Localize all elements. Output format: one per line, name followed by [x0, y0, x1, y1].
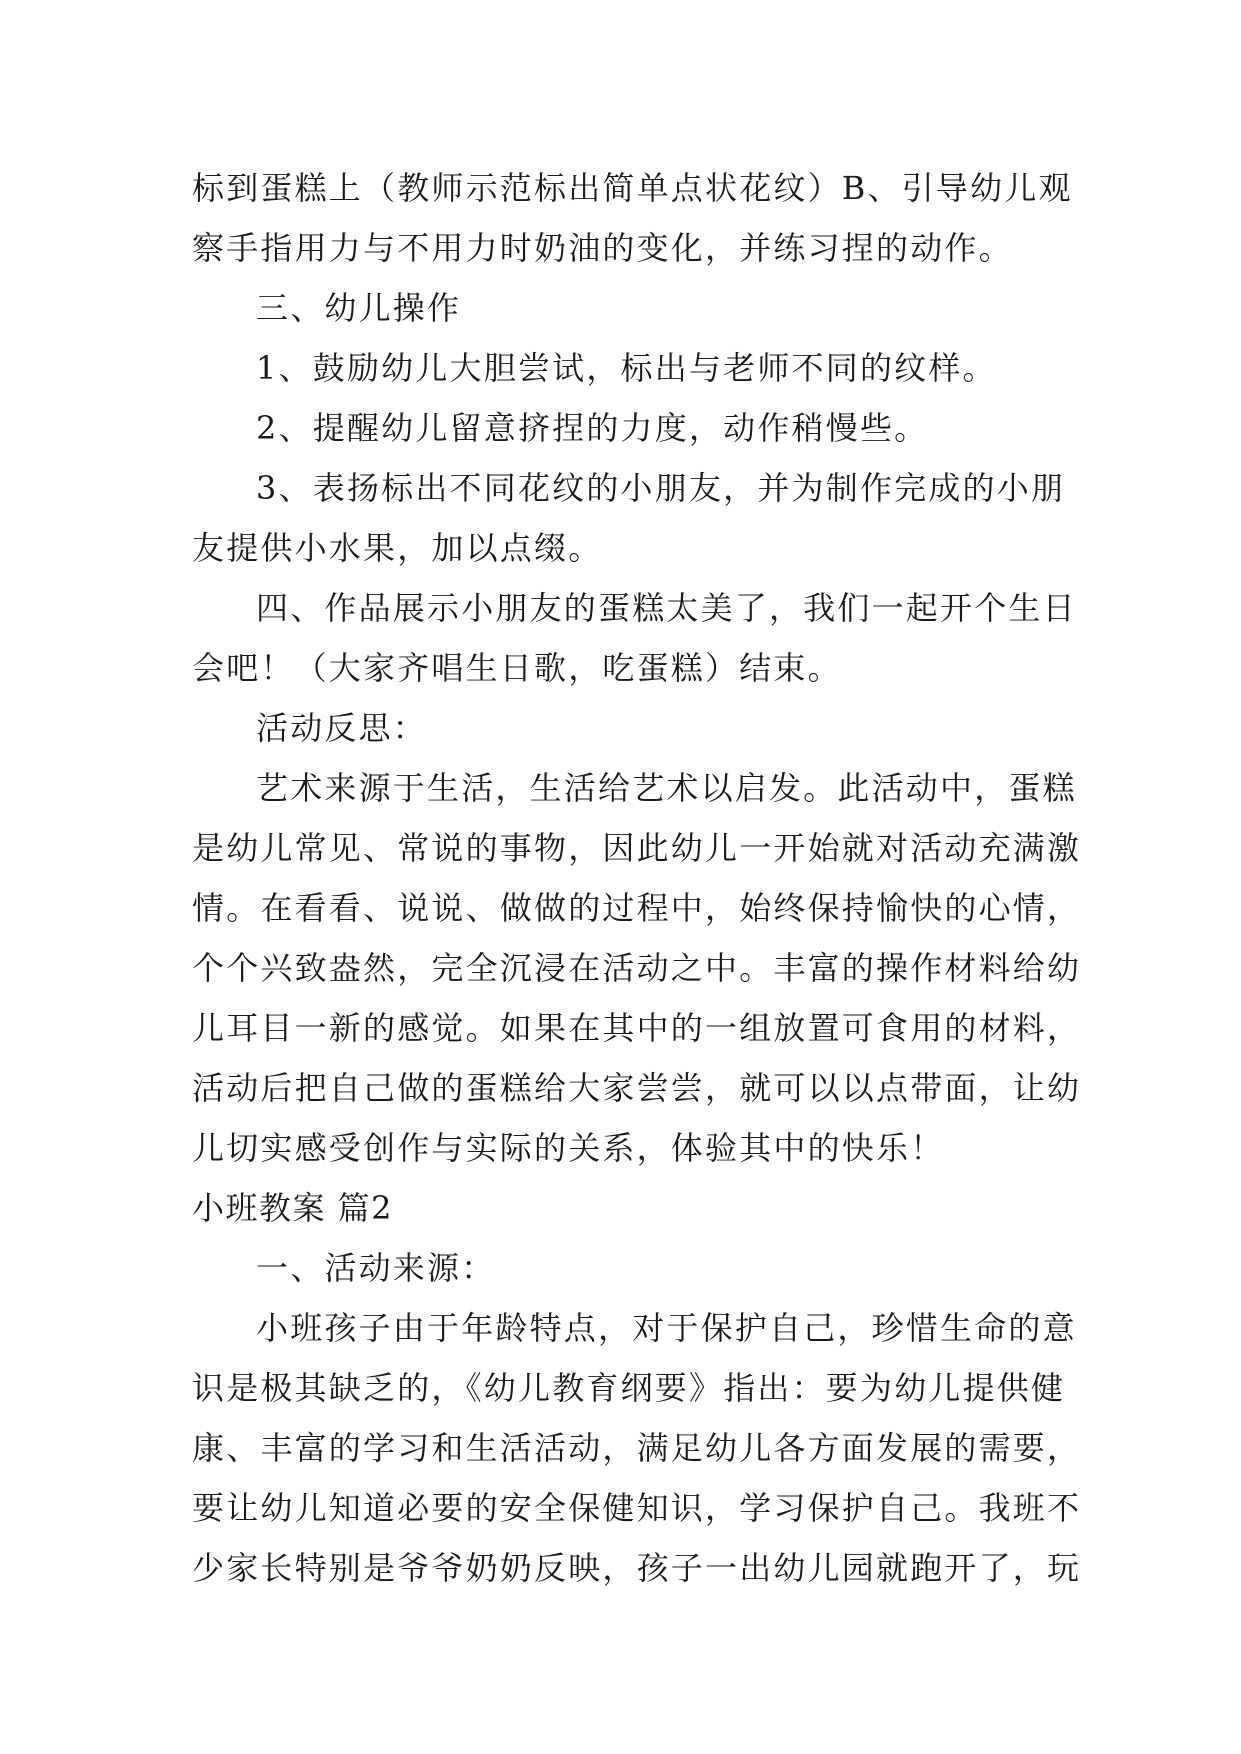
paragraph-line: 是幼儿常见、常说的事物，因此幼儿一开始就对活动充满激: [192, 829, 1082, 867]
paragraph-line: 情。在看看、说说、做做的过程中，始终保持愉快的心情，: [192, 889, 1082, 927]
paragraph-line: 识是极其缺乏的，《幼儿教育纲要》指出：要为幼儿提供健: [192, 1369, 1066, 1407]
section-heading: 活动反思：: [256, 709, 428, 747]
paragraph-line: 友提供小水果，加以点缀。: [192, 529, 603, 567]
section-heading: 四、作品展示小朋友的蛋糕太美了，我们一起开个生日: [256, 589, 1077, 627]
list-item: 1、鼓励幼儿大胆尝试，标出与老师不同的纹样。: [256, 349, 997, 387]
paragraph-line: 察手指用力与不用力时奶油的变化，并练习捏的动作。: [192, 229, 1013, 267]
paragraph-line: 儿切实感受创作与实际的关系，体验其中的快乐！: [192, 1129, 945, 1167]
document-title: 小班教案 篇2: [192, 1189, 394, 1227]
paragraph-line: 儿耳目一新的感觉。如果在其中的一组放置可食用的材料，: [192, 1009, 1082, 1047]
paragraph-line: 会吧！（大家齐唱生日歌，吃蛋糕）结束。: [192, 649, 842, 687]
section-heading: 三、幼儿操作: [256, 289, 462, 327]
paragraph-line: 个个兴致盎然，完全沉浸在活动之中。丰富的操作材料给幼: [192, 949, 1082, 987]
section-heading: 一、活动来源：: [256, 1249, 496, 1287]
list-item: 3、表扬标出不同花纹的小朋友，并为制作完成的小朋: [256, 469, 1066, 507]
paragraph-line: 康、丰富的学习和生活活动，满足幼儿各方面发展的需要，: [192, 1429, 1082, 1467]
paragraph-line: 标到蛋糕上（教师示范标出简单点状花纹）B、引导幼儿观: [192, 169, 1073, 207]
paragraph-line: 要让幼儿知道必要的安全保健知识，学习保护自己。我班不: [192, 1489, 1082, 1527]
paragraph-line: 小班孩子由于年龄特点，对于保护自己，珍惜生命的意: [256, 1309, 1077, 1347]
paragraph-line: 活动后把自己做的蛋糕给大家尝尝，就可以以点带面，让幼: [192, 1069, 1082, 1107]
paragraph-line: 艺术来源于生活，生活给艺术以启发。此活动中，蛋糕: [256, 769, 1077, 807]
list-item: 2、提醒幼儿留意挤捏的力度，动作稍慢些。: [256, 409, 929, 447]
paragraph-line: 少家长特别是爷爷奶奶反映，孩子一出幼儿园就跑开了，玩: [192, 1549, 1082, 1587]
